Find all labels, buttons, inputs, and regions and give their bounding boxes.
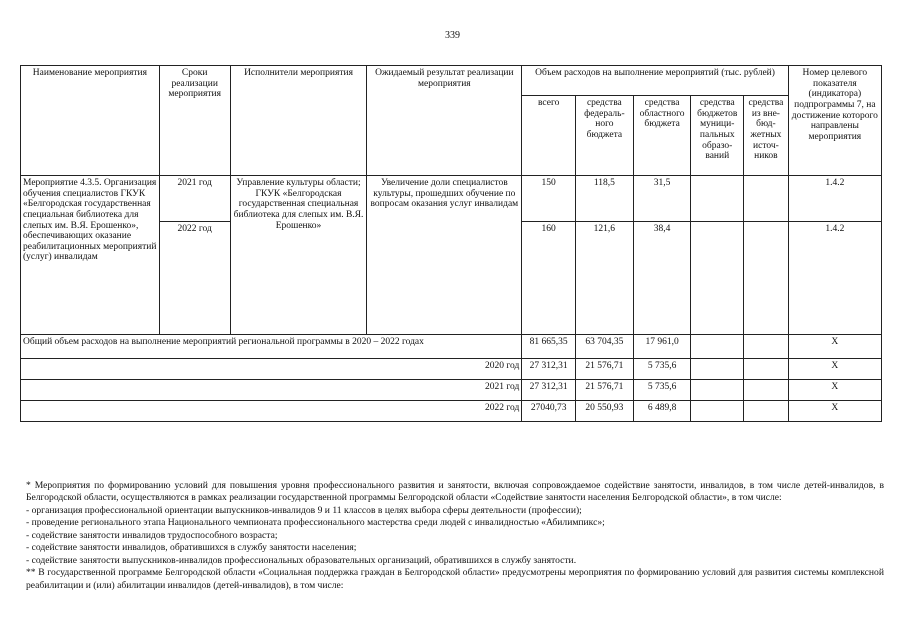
event-year: 2021 год [159, 176, 230, 222]
cell-offbudget [744, 401, 789, 422]
event-year: 2022 год [159, 222, 230, 335]
table-row [21, 176, 882, 222]
cell-municipal [691, 401, 744, 422]
cell-total: 27 312,31 [522, 359, 576, 380]
header-row [21, 66, 882, 96]
page-number: 339 [445, 30, 460, 41]
cell-indicator: Х [788, 401, 881, 422]
header-municipal: средства бюджетов муници-пальных образо-ваний [691, 96, 744, 176]
expenses-table [20, 65, 882, 422]
cell-regional: 5 735,6 [633, 380, 691, 401]
footnote-paragraph: * Мероприятия по формированию условий для повышения уровня профессионального развития и занятости, включая сопровождаемое содействие занятости, инвалидов, в том числе детей-инвалидов, в Белгородской области, осуществляются в рамках реализации государственной программы Белгородской области «Содействие занятости населения Белгородской области», в том числе: [26, 480, 884, 504]
cell-total: 27 312,31 [522, 380, 576, 401]
cell-municipal [691, 222, 744, 335]
year-row [21, 380, 882, 401]
event-executor: Управление культуры области; ГКУК «Белгородская государственная специальная библиотека для слепых им. В.Я. Ерошенко» [230, 176, 367, 335]
cell-total: 150 [522, 176, 576, 222]
cell-municipal [691, 380, 744, 401]
cell-offbudget [744, 359, 789, 380]
cell-municipal [691, 176, 744, 222]
cell-indicator: Х [788, 335, 881, 359]
cell-indicator: 1.4.2 [788, 176, 881, 222]
footnote-item: - содействие занятости инвалидов, обратившихся в службу занятости населения; [26, 542, 357, 554]
year-label: 2020 год [21, 359, 522, 380]
cell-regional: 17 961,0 [633, 335, 691, 359]
cell-indicator: Х [788, 380, 881, 401]
cell-offbudget [744, 380, 789, 401]
cell-federal: 21 576,71 [576, 359, 634, 380]
footnote-paragraph: ** В государственной программе Белгородской области «Социальная поддержка граждан в Белгородской области» предусмотрены мероприятия по формированию условий для развития системы комплексной реабилитации и (или) абилитации инвалидов (детей-инвалидов), в том числе: [26, 567, 884, 591]
footnote-item: - содействие занятости выпускников-инвалидов профессиональных образовательных организаций, обратившихся в службу занятости. [26, 554, 577, 566]
cell-indicator: Х [788, 359, 881, 380]
header-offbudget: средства из вне-бюд-жетных источ-ников [744, 96, 789, 176]
totals-row [21, 335, 882, 359]
cell-federal: 118,5 [576, 176, 634, 222]
cell-federal: 21 576,71 [576, 380, 634, 401]
cell-regional: 38,4 [633, 222, 691, 335]
year-label: 2022 год [21, 401, 522, 422]
cell-total: 27040,73 [522, 401, 576, 422]
cell-total: 160 [522, 222, 576, 335]
cell-offbudget [744, 222, 789, 335]
header-timing: Сроки реализации мероприятия [159, 66, 230, 176]
footnote-item: - проведение регионального этапа Национального чемпионата профессионального мастерства среди людей с инвалидностью «Абилимпикс»; [26, 517, 605, 529]
footnote-item: - организация профессиональной ориентации выпускников-инвалидов 9 и 11 классов в целях выбора сферы деятельности (профессии); [26, 504, 582, 516]
totals-label: Общий объем расходов на выполнение мероприятий региональной программы в 2020 – 2022 годах [21, 335, 522, 359]
cell-regional: 31,5 [633, 176, 691, 222]
year-label: 2021 год [21, 380, 522, 401]
cell-offbudget [744, 335, 789, 359]
cell-federal: 121,6 [576, 222, 634, 335]
cell-total: 81 665,35 [522, 335, 576, 359]
footnote-item: - содействие занятости инвалидов трудоспособного возраста; [26, 529, 278, 541]
header-result: Ожидаемый результат реализации мероприятия [367, 66, 522, 176]
header-indicator: Номер целевого показателя (индикатора) подпрограммы 7, на достижение которого направлены мероприятия [788, 66, 881, 176]
cell-regional: 5 735,6 [633, 359, 691, 380]
cell-indicator: 1.4.2 [788, 222, 881, 335]
header-federal: средства федераль-ного бюджета [576, 96, 634, 176]
event-result: Увеличение доли специалистов культуры, прошедших обучение по вопросам оказания услуг инвалидам [367, 176, 522, 335]
cell-federal: 63 704,35 [576, 335, 634, 359]
cell-municipal [691, 359, 744, 380]
cell-federal: 20 550,93 [576, 401, 634, 422]
year-row [21, 359, 882, 380]
header-name: Наименование мероприятия [21, 66, 160, 176]
header-total: всего [522, 96, 576, 176]
header-expenses: Объем расходов на выполнение мероприятий (тыс. рублей) [522, 66, 788, 96]
footnotes [26, 480, 884, 592]
cell-municipal [691, 335, 744, 359]
cell-offbudget [744, 176, 789, 222]
cell-regional: 6 489,8 [633, 401, 691, 422]
header-executors: Исполнители мероприятия [230, 66, 367, 176]
header-regional: средства областного бюджета [633, 96, 691, 176]
event-name: Мероприятие 4.3.5. Организация обучения специалистов ГКУК «Белгородская государственная специальная библиотека для слепых им. В.Я. Ерошенко», обеспечивающих оказание реабилитационных мероприятий (услуг) инвалидам [21, 176, 160, 335]
year-row [21, 401, 882, 422]
